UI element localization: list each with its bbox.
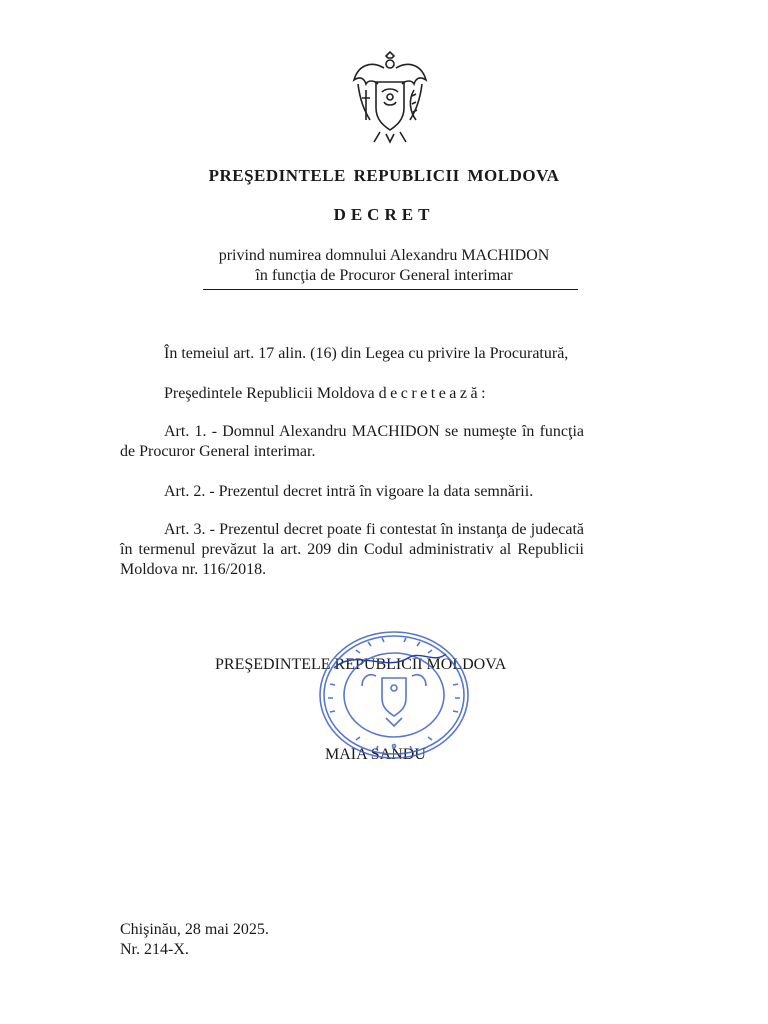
decree-subject	[0, 246, 768, 286]
subject-line-1: privind numirea domnului Alexandru MACHIDON	[218, 247, 550, 264]
place-date: Chişinău, 28 mai 2025.	[120, 921, 269, 938]
decree-number: Nr. 214-X.	[120, 941, 189, 958]
article-1: Art. 1. - Domnul Alexandru MACHIDON se numeşte în funcţia de Procuror General interimar.	[120, 423, 584, 460]
presidential-seal-icon	[316, 628, 472, 762]
decree-intro	[120, 384, 584, 404]
signatory-title: PREŞEDINTELE REPUBLICII MOLDOVA	[215, 656, 507, 673]
subject-underline	[203, 289, 578, 290]
institution-title: PREŞEDINTELE REPUBLICII MOLDOVA	[208, 166, 560, 185]
document-type: DECRET	[333, 205, 435, 224]
legal-basis: În temeiul art. 17 alin. (16) din Legea cu privire la Procuratură,	[164, 345, 569, 362]
article-3: Art. 3. - Prezentul decret poate fi contestat în instanţa de judecată în termenul prevăzut la art. 209 din Codul administrativ al Republicii Moldova nr. 116/2018.	[120, 521, 584, 578]
signatory-name: MAIA SANDU	[325, 746, 426, 763]
subject-line-2: în funcţia de Procuror General interimar	[255, 267, 513, 284]
decree-intro-text: Preşedintele Republicii Moldova	[164, 385, 375, 402]
decree-verb: decretează:	[378, 385, 490, 402]
article-2: Art. 2. - Prezentul decret intră în vigoare la data semnării.	[164, 483, 534, 500]
decree-footer	[120, 920, 269, 960]
coat-of-arms-icon	[350, 50, 430, 146]
